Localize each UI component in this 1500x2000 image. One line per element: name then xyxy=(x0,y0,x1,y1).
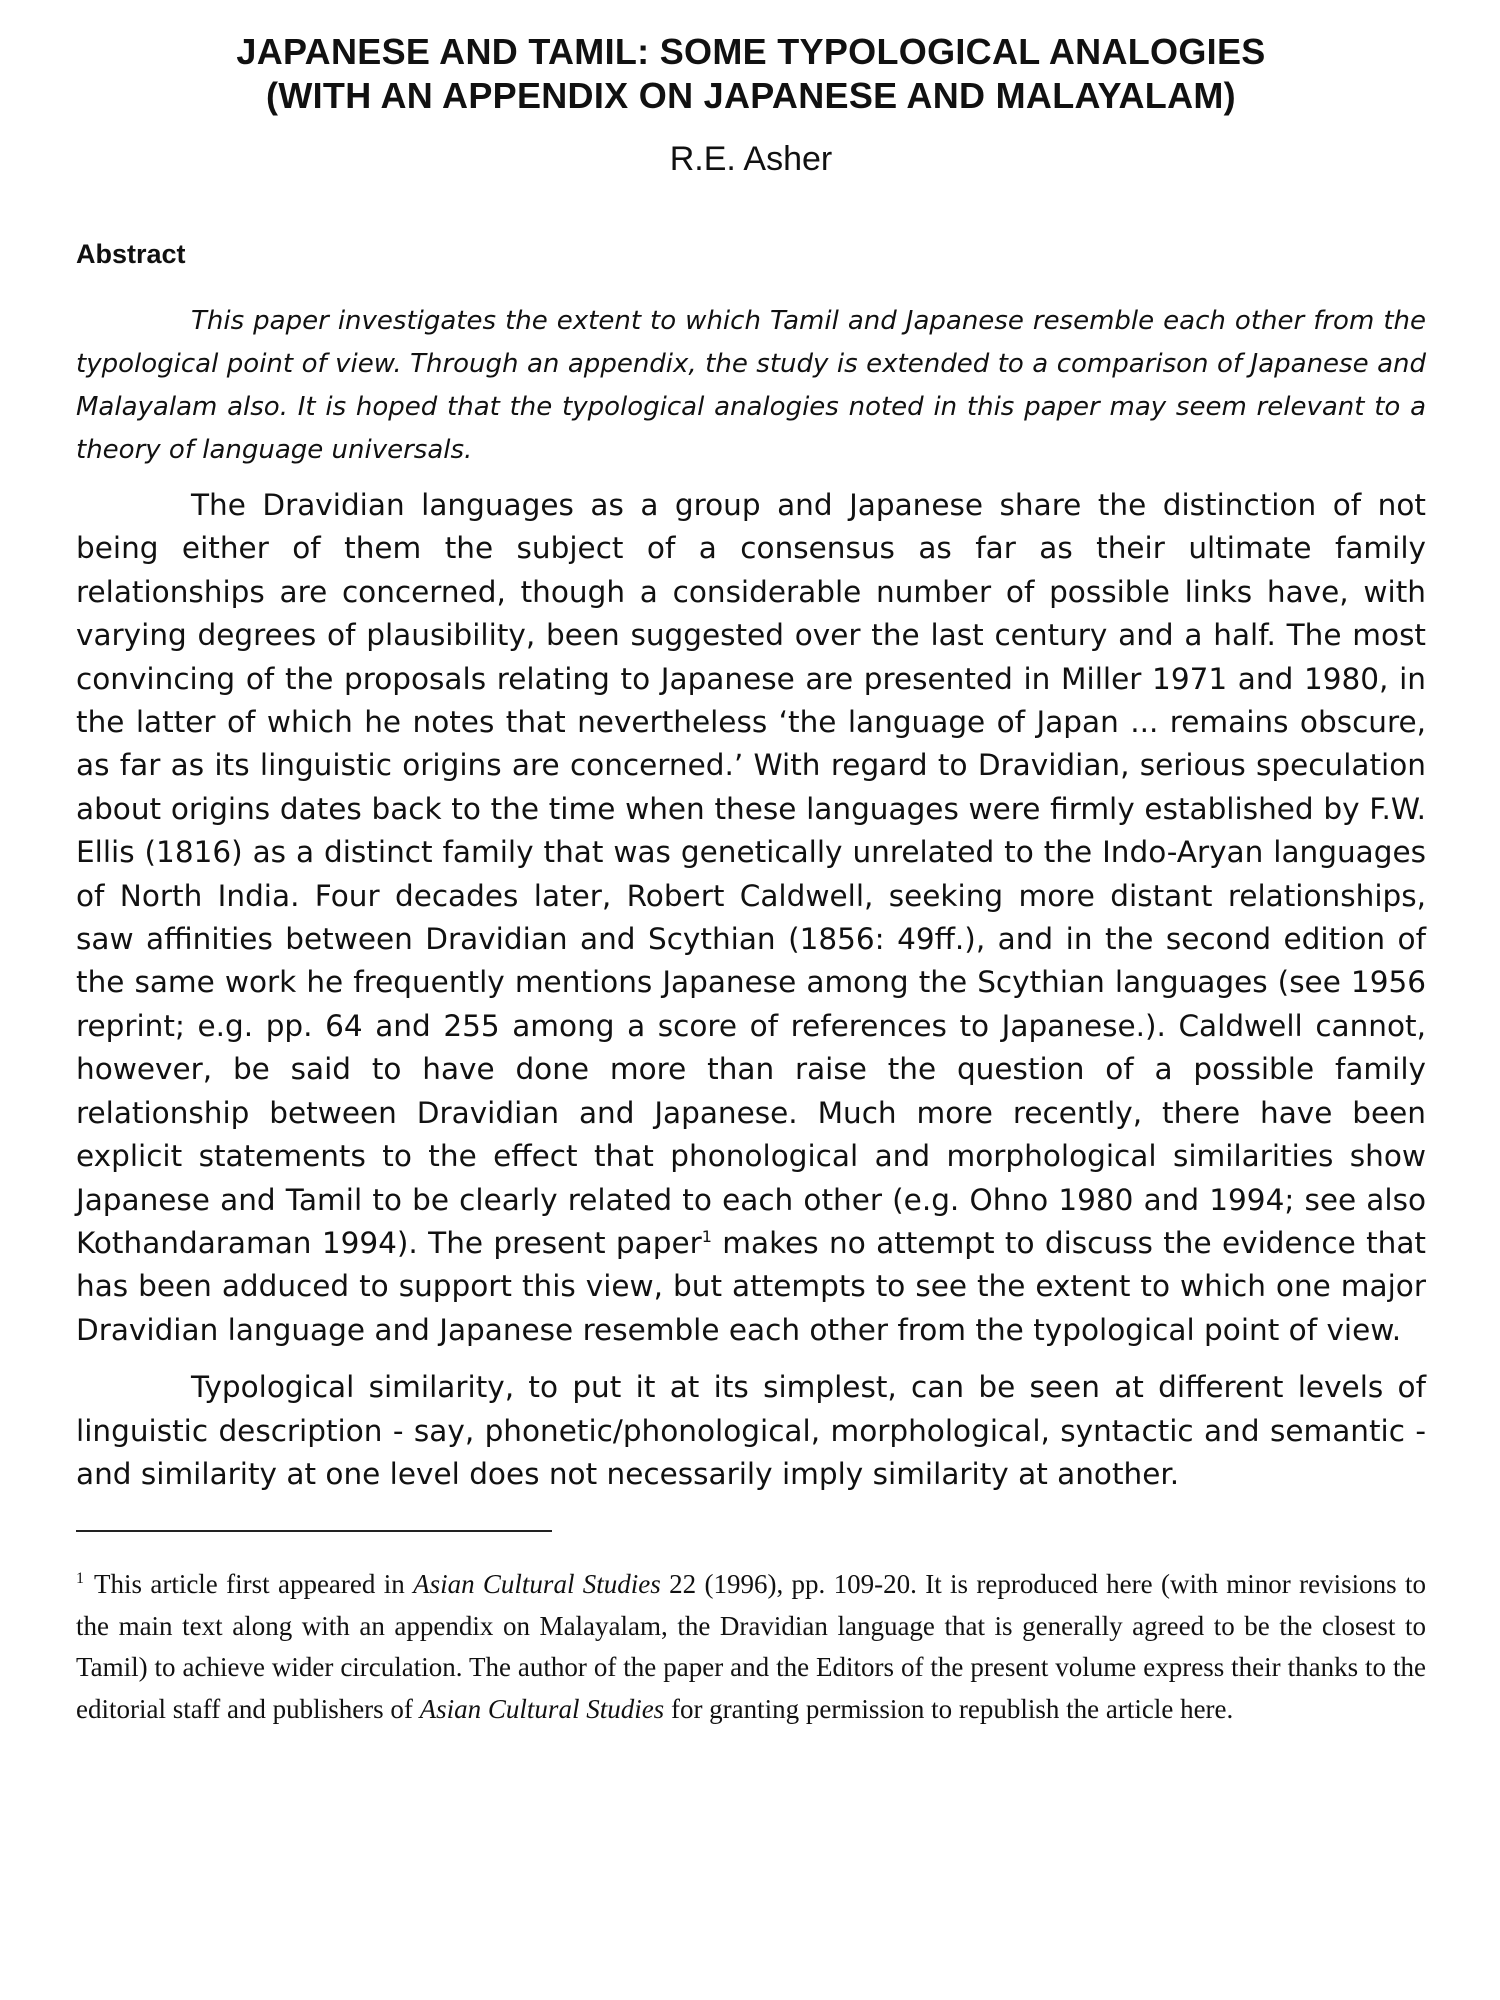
body-paragraph-2: Typological similarity, to put it at its simplest, can be seen at different levels of linguistic description - say, phonetic/phonological, morphological, syntactic and semantic - and similarity at one level does not necessarily imply similarity at another. xyxy=(76,1370,1426,1491)
body-paragraph-1-text: The Dravidian languages as a group and Japanese share the distinction of not being either of them the subject of a consensus as far as their ultimate family relationships are concerned, though a considerable number of possible links have, with varying degrees of plausibility, been suggested over the last century and a half. The most convincing of the proposals relating to Japanese are presented in Miller 1971 and 1980, in the latter of which he notes that nevertheless ‘the language of Japan ... remains obscure, as far as its linguistic origins are concerned.’ With regard to Dravidian, serious speculation about origins dates back to the time when these languages were firmly established by F.W. Ellis (1816) as a distinct family that was genetically unrelated to the Indo-Aryan languages of North India. Four decades later, Robert Caldwell, seeking more distant relationships, saw affinities between Dravidian and Scythian (1856: 49ff.), and in the second edition of the same work he frequently mentions Japanese among the Scythian languages (see 1956 reprint; e.g. pp. 64 and 255 among a score of references to Japanese.). Caldwell cannot, however, be said to have done more than raise the question of a possible family relationship between Dravidian and Japanese. Much more recently, there have been explicit statements to the effect that phonological and morphological similarities show Japanese and Tamil to be clearly related to each other (e.g. Ohno 1980 and 1994; see also Kothandaraman 1994). The present paper xyxy=(76,488,1426,1260)
abstract-heading: Abstract xyxy=(76,239,186,269)
footnote-journal-title-1: Asian Cultural Studies xyxy=(413,1569,661,1600)
footnote-number: 1 xyxy=(76,1570,84,1588)
title-line-1: JAPANESE AND TAMIL: SOME TYPOLOGICAL ANALOGIES xyxy=(236,31,1266,72)
paper-page xyxy=(76,30,1426,1730)
body-paragraph-1 xyxy=(76,484,1426,1352)
title-line-2: (WITH AN APPENDIX ON JAPANESE AND MALAYALAM) xyxy=(266,75,1236,116)
footnote-text-c: for granting permission to republish the article here. xyxy=(664,1693,1234,1724)
body-paragraph-1-continuation: makes no attempt to discuss the evidence that has been adduced to support this view, but attempts to see the extent to which one major Dravidian language and Japanese resemble each other from the typological point of view. xyxy=(76,1225,1426,1347)
footnote-text-a: This article first appeared in xyxy=(94,1569,414,1600)
footnote-reference[interactable]: 1 xyxy=(701,1227,712,1247)
footnote-text-b: 22 (1996), pp. 109-20. It is reproduced here (with minor revisions to the main text along with an appendix on Malayalam, the Dravidian language that is generally agreed to be the closest to Tamil) to achieve wider circulation. The author of the paper and the Editors of the present volume express their thanks to the editorial staff and publishers of xyxy=(76,1569,1426,1724)
author-name: R.E. Asher xyxy=(669,140,833,178)
paper-title xyxy=(76,30,1426,118)
footnote xyxy=(76,1564,1426,1730)
footnote-journal-title-2: Asian Cultural Studies xyxy=(419,1693,665,1724)
footnote-divider xyxy=(76,1530,552,1532)
abstract-text: This paper investigates the extent to which Tamil and Japanese resemble each other from the typological point of view. Through an appendix, the study is extended to a comparison of Japanese and Malayalam also. It is hoped that the typological analogies noted in this paper may seem relevant to a theory of language universals. xyxy=(76,306,1426,465)
